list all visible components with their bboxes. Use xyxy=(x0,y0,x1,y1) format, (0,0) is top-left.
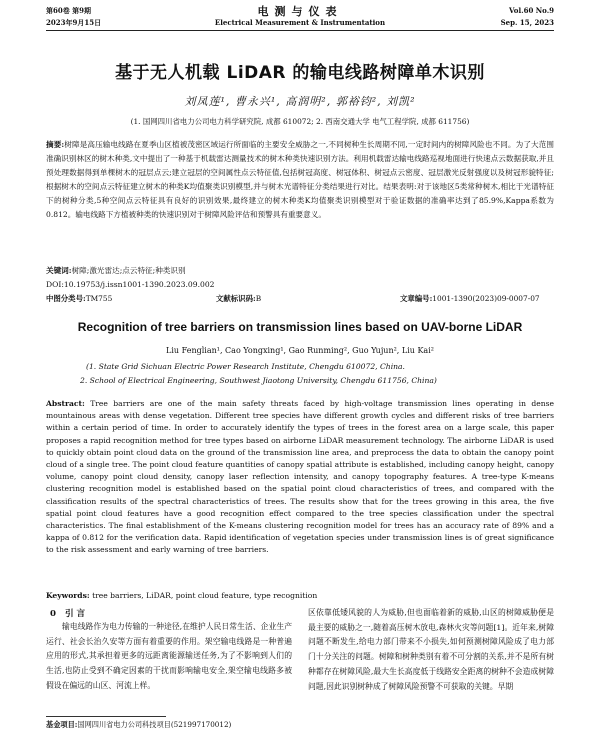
journal-name-cn: 电测与仪表 xyxy=(257,5,343,18)
paper-title-en: Recognition of tree barriers on transmission lines based on UAV-borne LiDAR xyxy=(77,320,523,334)
abstract-en-label: Abstract: xyxy=(46,399,85,408)
header-rule xyxy=(46,30,554,31)
article-no-label: 文章编号: xyxy=(400,294,433,303)
article-no-value: 1001-1390(2023)09-0007-07 xyxy=(432,294,540,303)
section-title: 引 言 xyxy=(64,609,86,619)
doi: DOI:10.19753/j.issn1001-1390.2023.09.002 xyxy=(46,280,215,289)
abstract-cn-text: 树障是高压输电线路在夏季山区植被茂密区域运行所面临的主要安全威胁之一,不同树种生长周期不同,一定时间内的树障风险也不同。为了大范围准确识别林区的树木种类,文中提出了一种基于机载雷达测量技术的树木种类快速识别方法。利用机载雷达输电线路巡视地面进行快速点云数据获取,并且预处理数据得到单棵树木的冠层点云;建立冠层的空间属性点云特征值,包括树冠高度、树冠体积、树冠点云密度、冠层激光反射强度以及树冠形貌特征;根据树木的空间点云特征建立树木的种类K均值聚类识别模型,并与树木光谱特征分类结果进行对比。结果表明:对于该地区5类常种树木,相比于光谱特征下的树种分类,5种空间点云特征具有良好的识别效果,最终建立的树木种类K均值聚类识别模型对于验证数据的准确率达到了85.9%,Kappa系数为0.812。输电线路下方植被种类的快速识别对于树障风险评估和预警具有重要意义。 xyxy=(46,140,554,220)
affiliation-en-1: (1. State Grid Sichuan Electric Power Research Institute, Chengdu 610072, China. xyxy=(86,362,405,371)
clc-value: TM755 xyxy=(85,294,113,303)
article-number xyxy=(400,293,540,304)
authors-cn: 刘凤莲¹, 曹永兴¹, 高润明², 郭裕钧², 刘凯² xyxy=(184,95,416,108)
section-heading xyxy=(50,607,85,619)
clc-label: 中图分类号: xyxy=(46,294,86,303)
intro-paragraph-right: 区依靠低矮风貌的人为威胁,但也面临着新的威胁,山区的树障威胁便是最主要的威胁之一,随着高压树木放电,森林火灾等问题[1]。近年来,树障问题不断发生,给电力部门带来不小损失,如何预测树障风险成了电力部门十分关注的问题。树障和树种类别有着不可分割的关系,并不是所有树种都存在树障风险,最大生长高度低于线路安全距离的树种不会造成树障问题,因此识别树种成了树障风险预警不可获取的关键。早期 xyxy=(308,608,554,691)
paper-title-cn: 基于无人机载 LiDAR 的输电线路树障单木识别 xyxy=(115,63,485,83)
keywords-cn-label: 关键词: xyxy=(46,266,72,275)
authors-en: Liu Fenglian¹, Cao Yongxing¹, Gao Runming², Guo Yujun², Liu Kai² xyxy=(166,346,434,355)
keywords-cn xyxy=(46,264,554,277)
doc-code-value: B xyxy=(255,294,262,303)
volume-issue-cn: 第60卷 第9期 xyxy=(46,6,92,15)
keywords-cn-text: 树障;激光雷达;点云特征;种类识别 xyxy=(71,266,186,275)
journal-name-en: Electrical Measurement & Instrumentation xyxy=(214,18,386,27)
section-number: 0 xyxy=(50,609,56,619)
doc-code-label: 文献标识码: xyxy=(216,294,256,303)
funding-text: 国网四川省电力公司科技项目(521997170012) xyxy=(77,720,232,729)
keywords-en-label: Keywords: xyxy=(46,591,90,600)
abstract-cn-label: 摘要: xyxy=(46,140,65,149)
intro-paragraph-left: 输电线路作为电力传输的一种途径,在维护人民日常生活、企业生产运行、社会长治久安等方面有着重要的作用。架空输电线路是一种普遍应用的形式,其承担着更多的远距离能源输送任务,为了不影响到人们的生活,也防止受到不确定因素的干扰而影响输电安全,架空输电线路多被假设在偏远的山区、河流上样。 xyxy=(46,622,292,690)
abstract-en-text: Tree barriers are one of the main safety threats faced by high-voltage transmission lines operating in dense mountainous areas with dense vegetation. Different tree species have different growth cycles and different risks of tree barriers within a certain period of time. In order to accurately identify the types of trees in the forest area on a large scale, this paper proposes a rapid recognition method for tree types based on airborne LiDAR measurement technology. The airborne LiDAR is used to quickly obtain point cloud data on the ground of the transmission line area, and preprocess the data to obtain the canopy point cloud of a single tree. The point cloud feature quantities of canopy spatial attribute is established, including canopy height, canopy volume, canopy point cloud density, canopy laser reflection intensity, and canopy topography features. A tree-type K-means clustering recognition model is established based on the spatial point cloud characteristics of trees, and compared with the classification results of the spectral characteristics of trees. The results show that for the trees growing in this area, the five spatial point cloud features have a good recognition effect compared to the tree species classification under the spectral characteristics. The final establishment of the K-means clustering recognition model for trees has an accuracy rate of 89% and a kappa of 0.812 for the verification data. Rapid identification of vegetation species under transmission lines is of great significance to the risk assessment and early warning of tree barriers. xyxy=(46,399,554,555)
keywords-en-text: tree barriers, LiDAR, point cloud feature, type recognition xyxy=(92,591,318,600)
affiliation-en-2: 2. School of Electrical Engineering, Southwest Jiaotong University, Chengdu 611756, China) xyxy=(80,376,437,385)
document-code xyxy=(216,293,261,304)
publish-date-cn: 2023年9月15日 xyxy=(46,18,102,27)
publish-date-en: Sep. 15, 2023 xyxy=(500,18,554,27)
funding-footnote xyxy=(46,720,231,730)
clc-number xyxy=(46,293,112,304)
keywords-en xyxy=(46,589,554,602)
abstract-en xyxy=(46,398,554,557)
abstract-cn xyxy=(46,138,554,223)
affiliations-cn: (1. 国网四川省电力公司电力科学研究院, 成都 610072; 2. 西南交通大学 电气工程学院, 成都 611756) xyxy=(130,117,470,126)
footnote-rule xyxy=(46,716,166,717)
funding-label: 基金项目: xyxy=(46,720,78,729)
volume-issue-en: Vol.60 No.9 xyxy=(509,6,554,15)
